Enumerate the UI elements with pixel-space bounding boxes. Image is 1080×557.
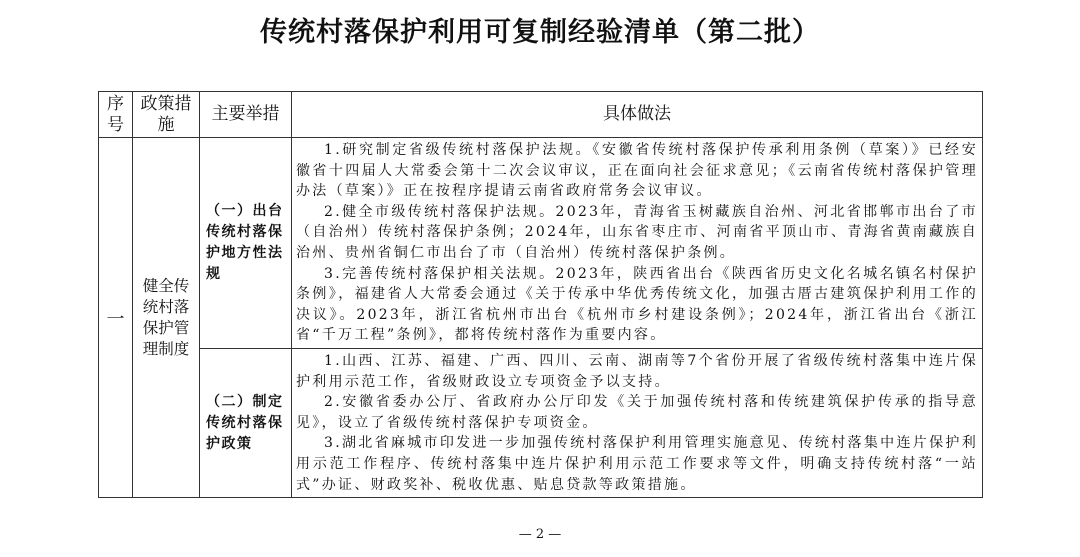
detail-cell <box>292 138 983 349</box>
table-header-row <box>99 92 983 138</box>
header-seq: 序号 <box>99 92 133 138</box>
page-number: — 2 — <box>518 527 562 542</box>
header-measure: 主要举措 <box>200 92 292 138</box>
header-detail: 具体做法 <box>292 92 983 138</box>
detail-item: 2.安徽省委办公厅、省政府办公厅印发《关于加强传统村落和传统建筑保护传承的指导意见》，设立了省级传统村落保护专项资金。 <box>296 394 978 431</box>
measure-cell: （一）出台传统村落保护地方性法规 <box>200 138 292 349</box>
row-policy: 健全传统村落保护管理制度 <box>133 138 200 498</box>
detail-item: 1.研究制定省级传统村落保护法规。《安徽省传统村落保护传承利用条例（草案）》已经安徽省十四届人大常委会第十二次会议审议，正在面向社会征求意见；《云南省传统村落保护管理办法（草案）》正在按程序提请云南省政府常务会议审议。 <box>296 142 978 200</box>
document-title: 传统村落保护利用可复制经验清单（第二批） <box>260 17 820 48</box>
table-row <box>99 348 983 497</box>
row-seq: 一 <box>99 138 133 498</box>
detail-cell <box>292 348 983 497</box>
detail-item: 3.湖北省麻城市印发进一步加强传统村落保护利用管理实施意见、传统村落集中连片保护利用示范工作程序、传统村落集中连片保护利用示范工作要求等文件，明确支持传统村落“一站式”办证、财政奖补、税收优惠、贴息贷款等政策措施。 <box>296 435 978 493</box>
detail-item: 1.山西、江苏、福建、广西、四川、云南、湖南等7个省份开展了省级传统村落集中连片保护利用示范工作，省级财政设立专项资金予以支持。 <box>296 352 978 390</box>
measure-cell: （二）制定传统村落保护政策 <box>200 348 292 497</box>
detail-item: 3.完善传统村落保护相关法规。2023年，陕西省出台《陕西省历史文化名城名镇名村保护条例》，福建省人大常委会通过《关于传承中华优秀传统文化，加强古厝古建筑保护利用工作的决议》。2023年，浙江省杭州市出台《杭州市乡村建设条例》；2024年，浙江省出台《浙江省“千万工程”条例》，都将传统村落作为重要内容。 <box>296 265 978 344</box>
header-policy: 政策措施 <box>133 92 200 138</box>
detail-item: 2.健全市级传统村落保护法规。2023年，青海省玉树藏族自治州、河北省邯郸市出台了市（自治州）传统村落保护条例；2024年，山东省枣庄市、河南省平顶山市、青海省黄南藏族自治州、贵州省铜仁市出台了市（自治州）传统村落保护条例。 <box>296 203 978 261</box>
experience-table <box>98 91 983 498</box>
table-row <box>99 138 983 349</box>
